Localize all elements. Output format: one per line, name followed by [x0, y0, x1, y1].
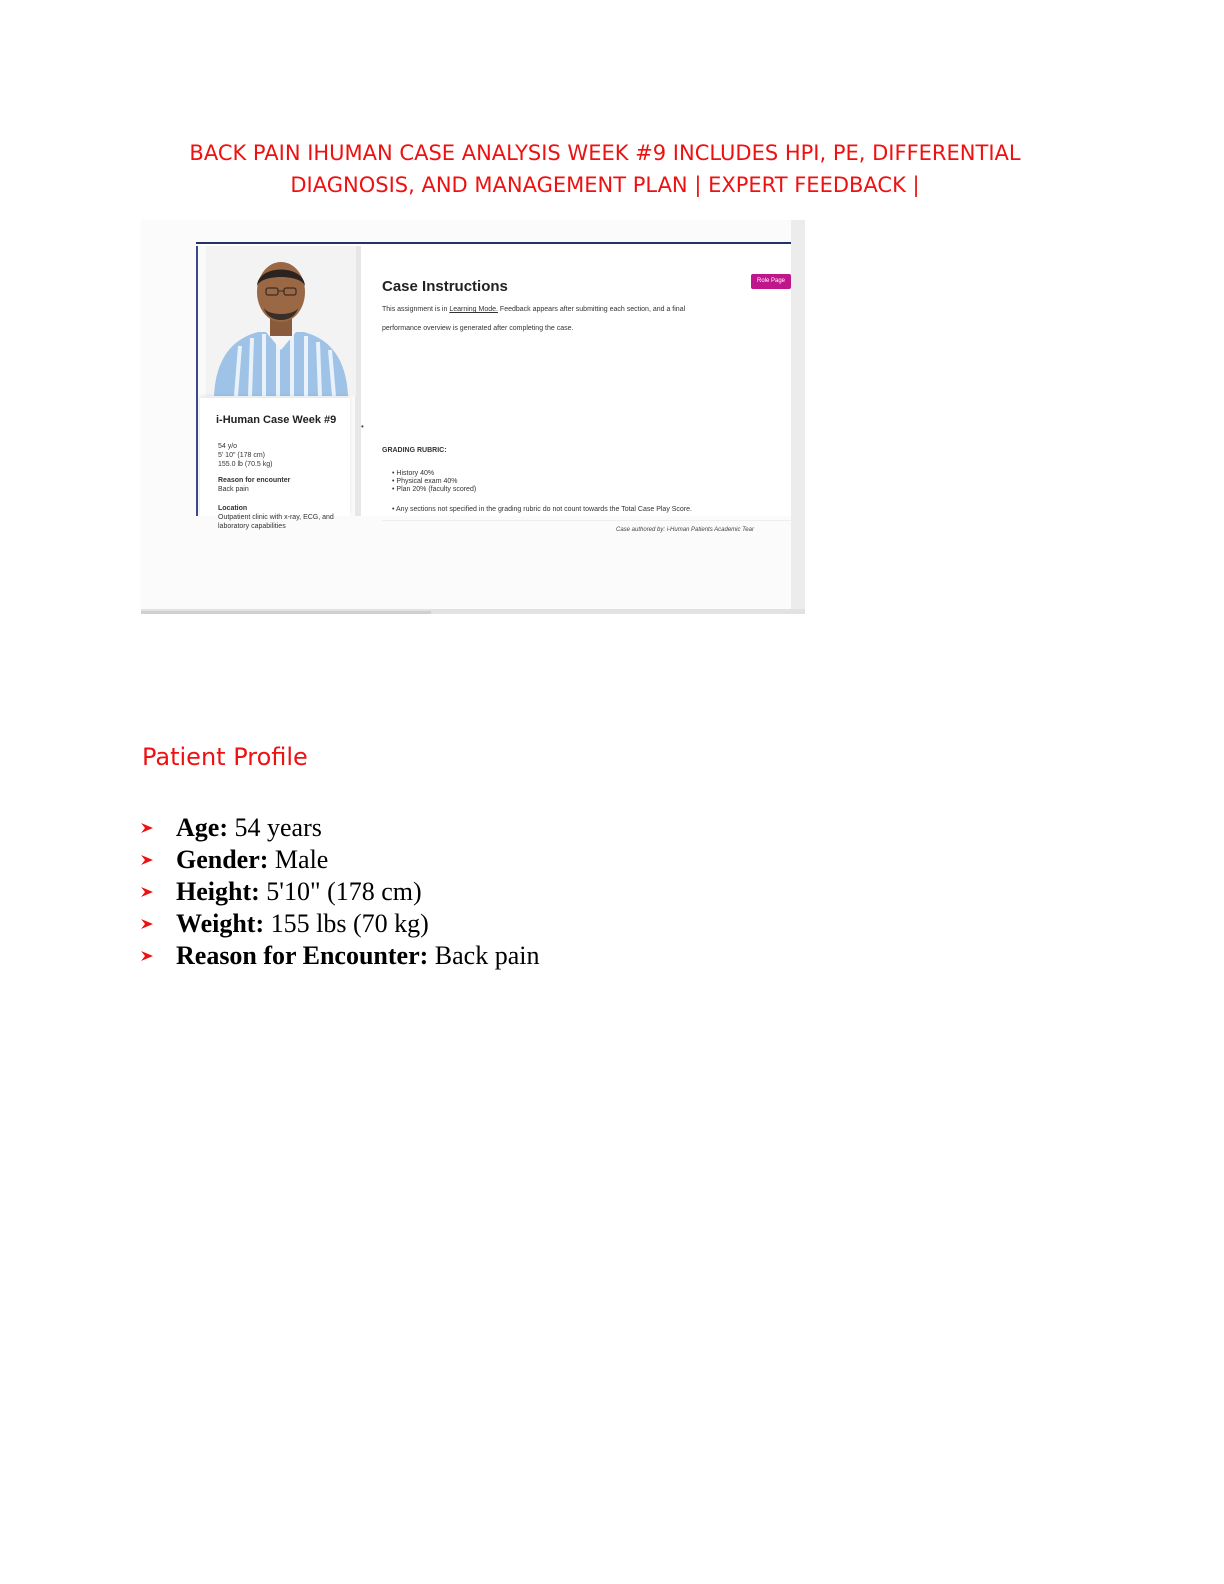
case-app-window	[196, 242, 791, 533]
profile-item-text	[176, 940, 539, 972]
profile-item-value: 155 lbs (70 kg)	[264, 909, 429, 938]
screenshot-bottom-mark	[141, 611, 431, 614]
rubric-item: • Physical exam 40%	[392, 478, 476, 486]
case-reason-label: Reason for encounter	[218, 477, 291, 484]
case-location-label: Location	[218, 505, 248, 512]
profile-item-label: Height:	[176, 877, 260, 906]
document-title	[120, 137, 1090, 201]
arrow-bullet-icon	[140, 885, 154, 899]
profile-item-value: 5'10" (178 cm)	[259, 877, 422, 906]
divider	[382, 520, 791, 521]
profile-item-label: Age:	[176, 813, 228, 842]
arrow-bullet-icon	[140, 821, 154, 835]
arrow-bullet-icon	[140, 949, 154, 963]
title-line-2: DIAGNOSIS, AND MANAGEMENT PLAN | EXPERT FEEDBACK |	[290, 173, 920, 197]
arrow-bullet-icon	[140, 917, 154, 931]
profile-item-value: Male	[268, 845, 329, 874]
profile-item-label: Weight:	[176, 909, 265, 938]
instructions-title: Case Instructions	[382, 278, 508, 295]
rubric-item: • History 40%	[392, 470, 476, 478]
profile-item-text	[176, 908, 429, 940]
rubric-item: • Plan 20% (faculty scored)	[392, 486, 476, 494]
profile-item-text	[176, 876, 422, 908]
screenshot-scrollbar	[791, 220, 805, 614]
case-name: i-Human Case Week #9	[216, 414, 337, 426]
case-location: Outpatient clinic with x-ray, ECG, and laboratory capabilities	[218, 514, 334, 530]
case-screenshot	[141, 220, 805, 614]
case-height: 5' 10" (178 cm)	[218, 452, 266, 459]
case-info-card	[200, 398, 350, 530]
grading-rubric-list	[392, 470, 476, 494]
profile-item-value: Back pain	[428, 941, 540, 970]
arrow-bullet-icon	[140, 853, 154, 867]
patient-profile-heading: Patient Profile	[142, 743, 308, 771]
instructions-text-2: performance overview is generated after completing the case.	[382, 325, 574, 332]
instructions-text-1-b: Feedback appears after submitting each section, and a final	[497, 306, 686, 313]
panel-divider-mark: •	[361, 422, 364, 431]
profile-item-label: Gender:	[176, 845, 269, 874]
profile-item-text	[176, 812, 322, 844]
case-weight: 155.0 lb (70.5 kg)	[218, 461, 273, 468]
instructions-text-1-a: This assignment is in	[382, 306, 450, 313]
case-reason: Back pain	[218, 486, 249, 493]
case-author-credit: Case authored by: i-Human Patients Academic Tear	[616, 527, 754, 533]
patient-side-panel	[196, 246, 361, 530]
grading-rubric-title: GRADING RUBRIC:	[382, 447, 447, 454]
patient-avatar	[206, 246, 356, 396]
title-line-1: BACK PAIN IHUMAN CASE ANALYSIS WEEK #9 INCLUDES HPI, PE, DIFFERENTIAL	[189, 141, 1021, 165]
profile-item-value: 54 years	[227, 813, 322, 842]
learning-mode-link[interactable]: Learning Mode.	[449, 306, 498, 313]
case-age: 54 y/o	[218, 443, 238, 450]
rubric-note: • Any sections not specified in the grading rubric do not count towards the Total Case Play Score.	[392, 506, 692, 513]
instructions-text-1	[382, 306, 685, 313]
role-page-button[interactable]: Role Page	[751, 274, 791, 289]
profile-item-label: Reason for Encounter:	[176, 941, 429, 970]
profile-item-text	[176, 844, 328, 876]
